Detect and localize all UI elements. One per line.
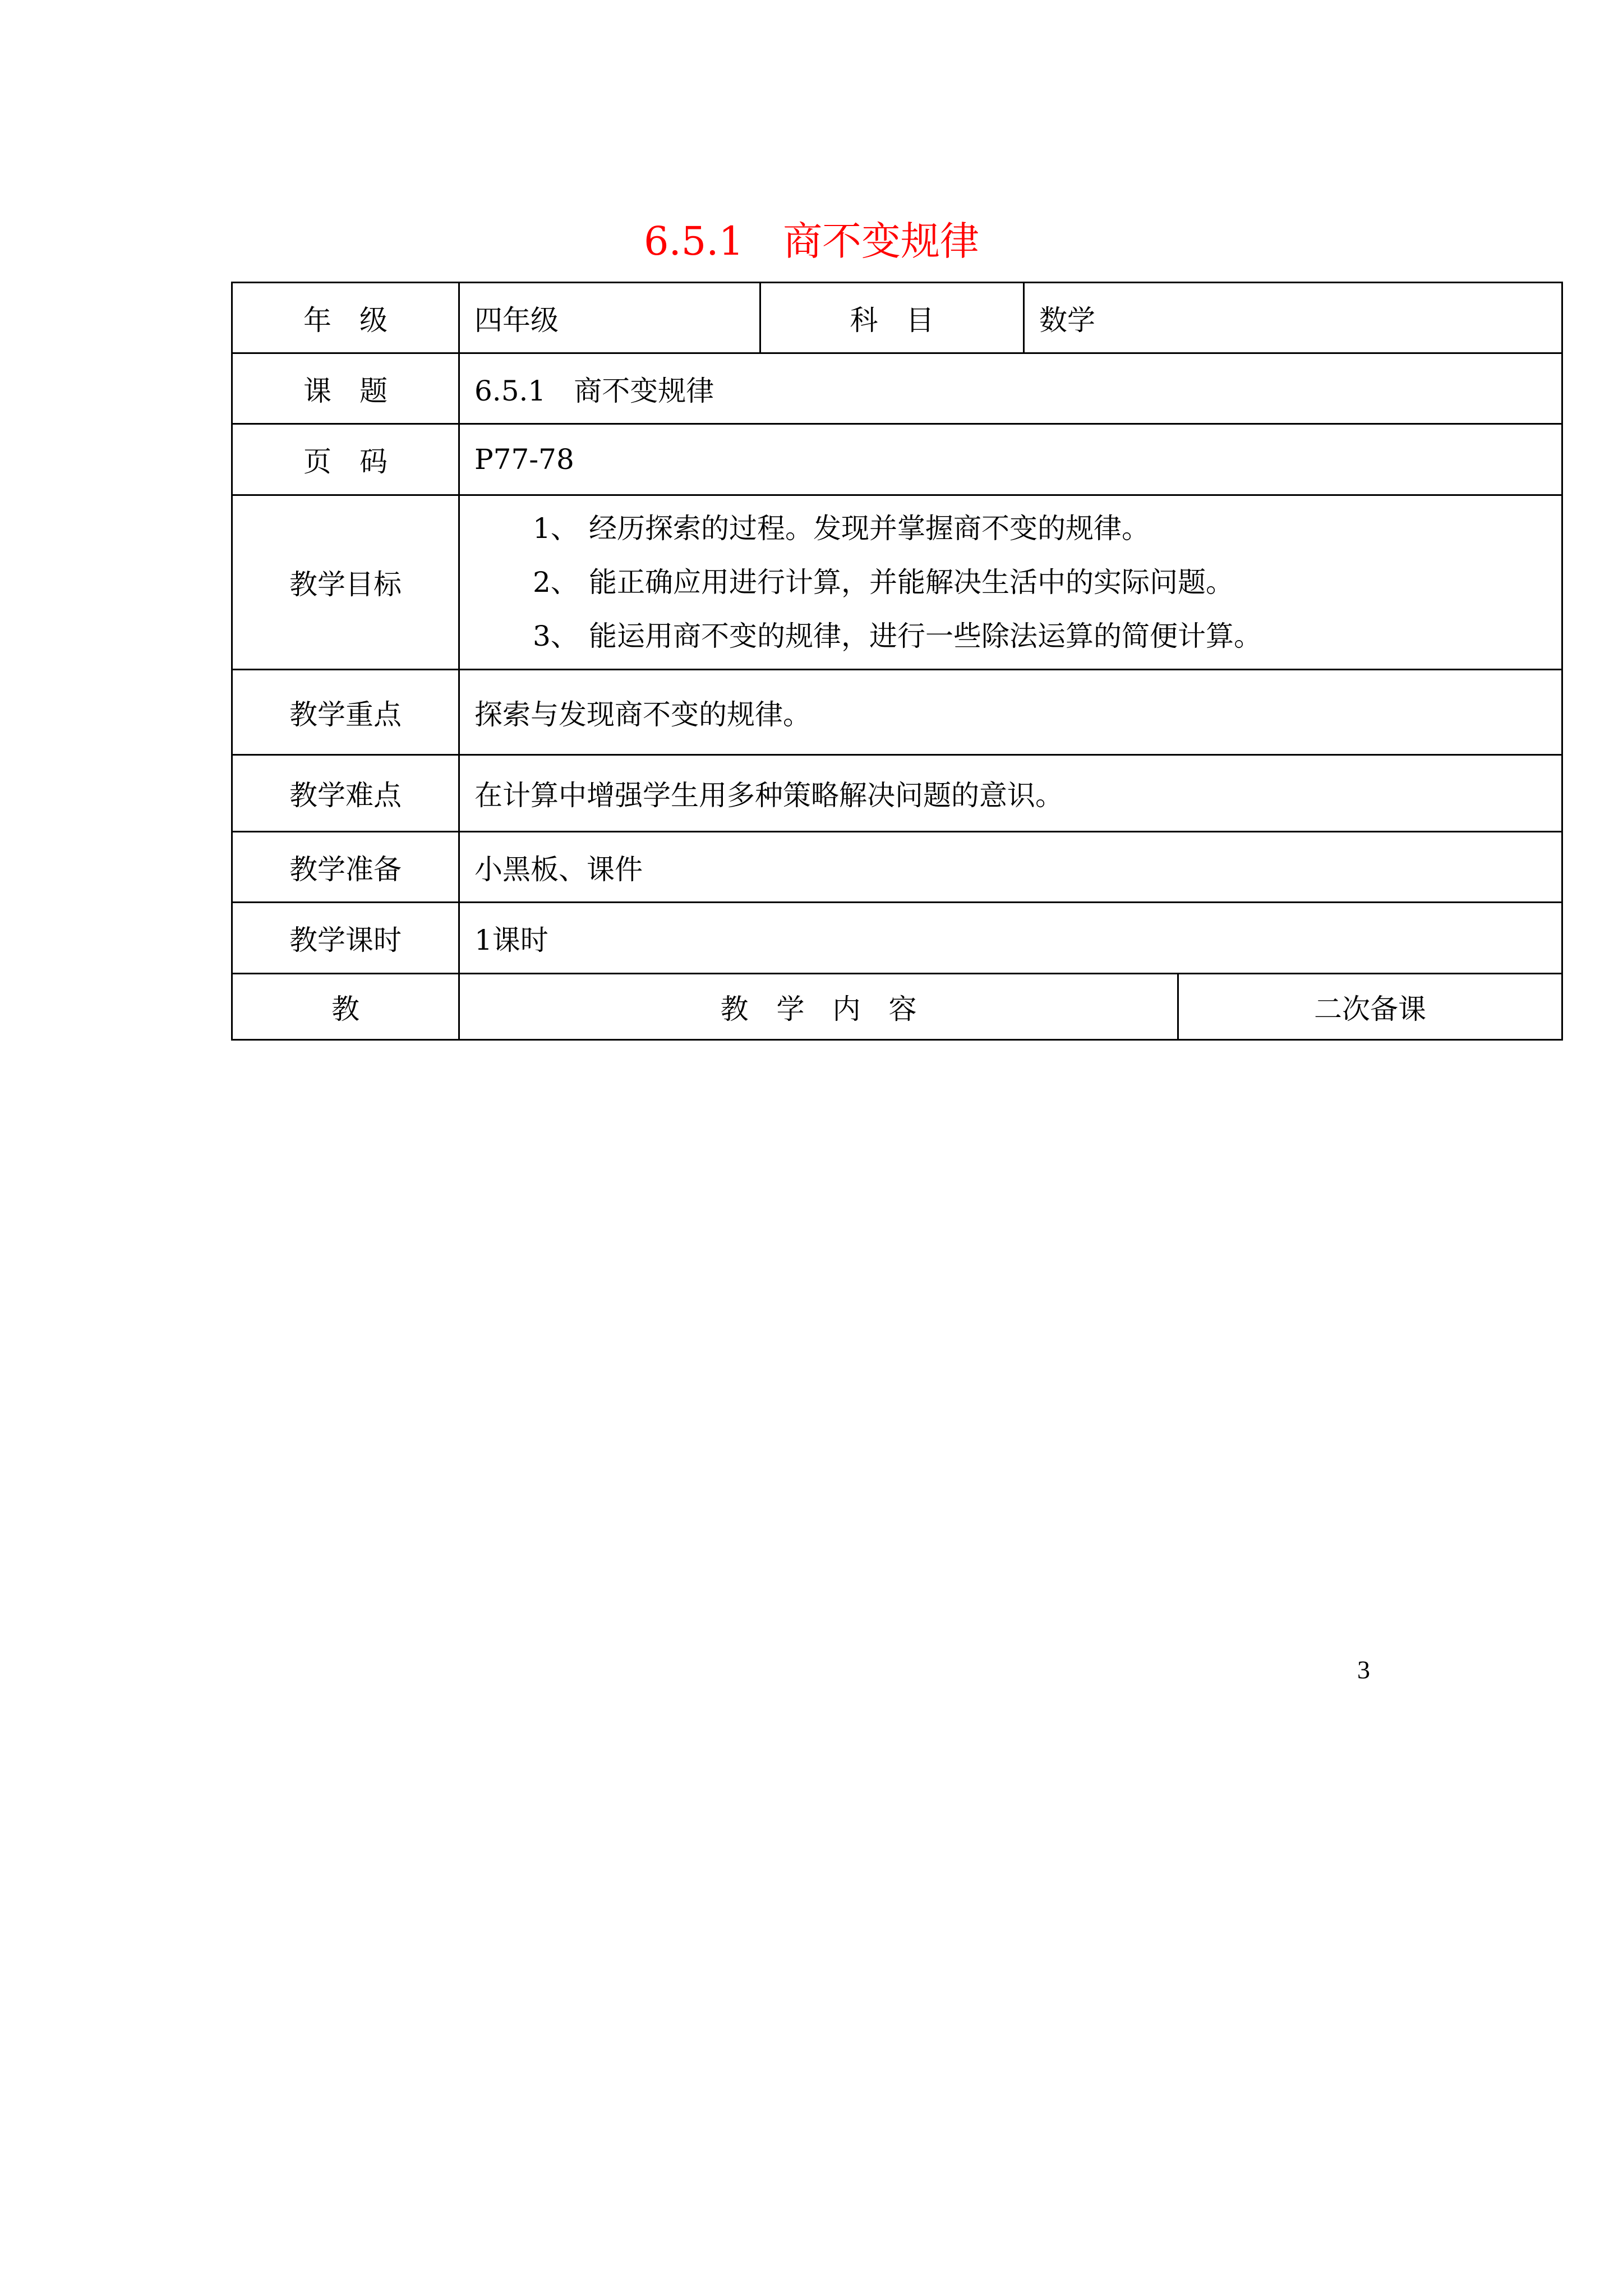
page-number: 3 — [1357, 1655, 1370, 1684]
objective-item — [533, 501, 1561, 555]
objectives-label: 教学目标 — [232, 495, 459, 670]
objective-item — [533, 555, 1561, 609]
objective-number: 3、 — [533, 620, 579, 652]
content-header-teach: 教 — [232, 974, 459, 1040]
objectives-list — [459, 495, 1562, 670]
row-topic — [232, 353, 1562, 424]
grade-value: 四年级 — [459, 283, 760, 353]
row-content-header — [232, 974, 1562, 1040]
periods-value: 1课时 — [459, 903, 1562, 974]
difficulties-value: 在计算中增强学生用多种策略解决问题的意识。 — [459, 755, 1562, 832]
key-points-value: 探索与发现商不变的规律。 — [459, 670, 1562, 755]
content-header-revision: 二次备课 — [1178, 974, 1562, 1040]
title-number: 6.5.1 — [643, 218, 744, 264]
row-key-points — [232, 670, 1562, 755]
subject-label: 科 目 — [760, 283, 1024, 353]
grade-label: 年 级 — [232, 283, 459, 353]
row-objectives — [232, 495, 1562, 670]
row-pages — [232, 424, 1562, 495]
objective-text: 能运用商不变的规律，进行一些除法运算的简便计算。 — [589, 620, 1262, 652]
pages-label: 页 码 — [232, 424, 459, 495]
preparation-label: 教学准备 — [232, 832, 459, 903]
row-grade-subject — [232, 283, 1562, 353]
difficulties-label: 教学难点 — [232, 755, 459, 832]
topic-label: 课 题 — [232, 353, 459, 424]
row-periods — [232, 903, 1562, 974]
content-header-main: 教 学 内 容 — [459, 974, 1178, 1040]
subject-value: 数学 — [1024, 283, 1562, 353]
objective-item — [533, 609, 1561, 663]
objective-text: 经历探索的过程。发现并掌握商不变的规律。 — [589, 512, 1150, 545]
key-points-label: 教学重点 — [232, 670, 459, 755]
pages-value: P77-78 — [459, 424, 1562, 495]
row-difficulties — [232, 755, 1562, 832]
periods-label: 教学课时 — [232, 903, 459, 974]
lesson-plan-table — [231, 282, 1563, 1041]
page-title — [0, 210, 1623, 272]
objective-number: 1、 — [533, 512, 579, 545]
objective-number: 2、 — [533, 566, 579, 599]
topic-value: 6.5.1 商不变规律 — [459, 353, 1562, 424]
preparation-value: 小黑板、课件 — [459, 832, 1562, 903]
title-text: 商不变规律 — [783, 218, 980, 264]
row-preparation — [232, 832, 1562, 903]
objective-text: 能正确应用进行计算，并能解决生活中的实际问题。 — [589, 566, 1234, 599]
